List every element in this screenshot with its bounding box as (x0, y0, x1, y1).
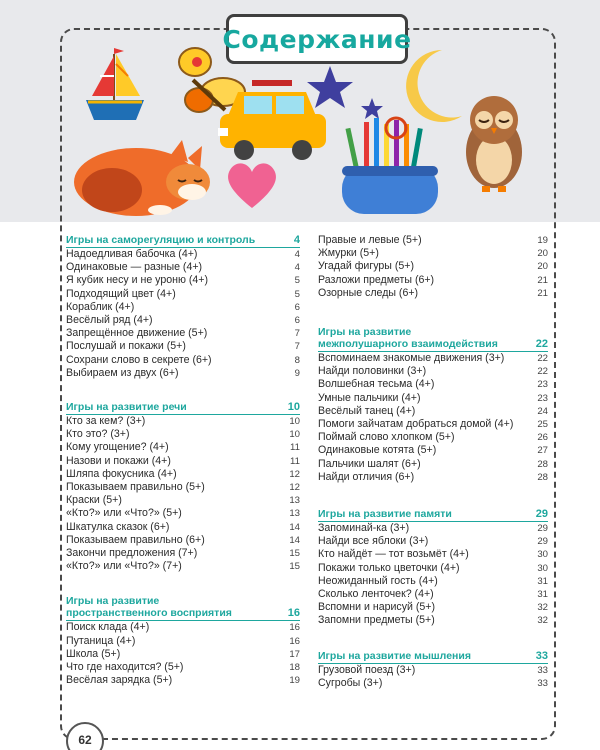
toc-section (66, 401, 300, 573)
toc-entry[interactable]: Подходящий цвет (4+) 5 (66, 287, 300, 300)
toc-entry[interactable]: Кто найдёт — тот возьмёт (4+) 30 (318, 548, 548, 561)
toc-entry[interactable]: Весёлый танец (4+) 24 (318, 404, 548, 417)
section-page-number: 16 (287, 607, 300, 620)
section-title: Игры на развитие речи (66, 401, 187, 414)
page-title: Содержание (222, 24, 412, 54)
toc-entry[interactable]: Поиск клада (4+) 16 (66, 621, 300, 634)
section-title: Игры на развитие мышления (318, 649, 471, 662)
toc-entry[interactable]: Надоедливая бабочка (4+) 4 (66, 248, 300, 260)
toc-entry[interactable]: Кто за кем? (3+) 10 (66, 415, 300, 428)
toc-entry[interactable]: Весёлый ряд (4+) 6 (66, 314, 300, 327)
section-page-number: 10 (287, 401, 300, 414)
toc-entry[interactable]: Угадай фигуры (5+) 20 (318, 260, 548, 273)
toc-entry[interactable]: Что где находится? (5+) 18 (66, 661, 300, 674)
toc-entry[interactable]: Кто это? (3+) 10 (66, 428, 300, 441)
toc-entry[interactable]: Путаница (4+) 16 (66, 634, 300, 647)
page-number: 62 (78, 733, 92, 747)
toc-section (66, 234, 300, 380)
section-heading[interactable] (318, 508, 548, 522)
toc-entry[interactable]: Правые и левые (5+) 19 (318, 234, 548, 246)
toc-entry[interactable]: Сколько ленточек? (4+) 31 (318, 588, 548, 601)
toc-entry[interactable]: Грузовой поезд (3+) 33 (318, 663, 548, 676)
toc-entry[interactable]: Поймай слово хлопком (5+) 26 (318, 431, 548, 444)
section-page-number: 33 (535, 649, 548, 662)
toc-entry[interactable]: Я кубик несу и не уроню (4+) 5 (66, 274, 300, 287)
toc-entry[interactable]: Озорные следы (6+) 21 (318, 286, 548, 299)
toc-entry[interactable]: Кораблик (4+) 6 (66, 300, 300, 313)
toc-entry[interactable]: Показываем правильно (6+) 14 (66, 533, 300, 546)
toc-section (318, 650, 548, 690)
toc-entry[interactable]: Помоги зайчатам добраться домой (4+) 25 (318, 418, 548, 431)
toc-entry[interactable]: Найди все яблоки (3+) 29 (318, 535, 548, 548)
section-page-number: 29 (535, 508, 548, 521)
toc-entry[interactable]: Школа (5+) 17 (66, 647, 300, 660)
toc-section (66, 595, 300, 687)
section-title: Игры на развитие пространственного восприятия (66, 595, 232, 620)
toc-left-column (66, 234, 300, 687)
toc-entry[interactable]: Сугробы (3+) 33 (318, 676, 548, 689)
toc-entry[interactable]: Пальчики шалят (6+) 28 (318, 457, 548, 470)
section-page-number: 22 (535, 338, 548, 351)
toc-entry[interactable]: Жмурки (5+) 20 (318, 247, 548, 260)
section-heading[interactable] (66, 401, 300, 415)
toc-entry[interactable]: Шкатулка сказок (6+) 14 (66, 520, 300, 533)
toc-entry[interactable]: Весёлая зарядка (5+) 19 (66, 674, 300, 687)
toc-entry[interactable]: Запомни предметы (5+) 32 (318, 614, 548, 627)
toc-entry[interactable]: Одинаковые котята (5+) 27 (318, 444, 548, 457)
section-heading[interactable] (318, 326, 548, 352)
section-heading[interactable] (318, 650, 548, 664)
toc-entry[interactable]: Умные пальчики (4+) 23 (318, 391, 548, 404)
toc-entry[interactable]: Вспоминаем знакомые движения (3+) 22 (318, 352, 548, 365)
toc-entry[interactable]: Краски (5+) 13 (66, 494, 300, 507)
section-title: Игры на саморегуляцию и контроль (66, 234, 256, 246)
toc-right-column (318, 234, 548, 690)
toc-section (318, 326, 548, 484)
section-page-number: 4 (293, 234, 300, 246)
toc-entry[interactable]: Одинаковые — разные (4+) 4 (66, 261, 300, 274)
section-title: Игры на развитие межполушарного взаимодействия (318, 326, 498, 351)
toc-entry[interactable]: Покажи только цветочки (4+) 30 (318, 561, 548, 574)
toc-entry[interactable]: Волшебная тесьма (4+) 23 (318, 378, 548, 391)
toc-entry[interactable]: «Кто?» или «Что?» (5+) 13 (66, 507, 300, 520)
toc-entry[interactable]: Выбираем из двух (6+) 9 (66, 366, 300, 379)
section-heading[interactable] (66, 595, 300, 621)
toc-entry[interactable]: Разложи предметы (6+) 21 (318, 273, 548, 286)
toc-entry[interactable]: Вспомни и нарисуй (5+) 32 (318, 601, 548, 614)
toc-entry[interactable]: Показываем правильно (5+) 12 (66, 481, 300, 494)
toc-entry[interactable]: Найди отличия (6+) 28 (318, 470, 548, 483)
toc-entry[interactable]: Послушай и покажи (5+) 7 (66, 340, 300, 353)
section-title: Игры на развитие памяти (318, 508, 452, 521)
toc-section-continued (318, 234, 548, 300)
toc-entry[interactable]: Запоминай-ка (3+) 29 (318, 522, 548, 535)
toc-entry[interactable]: Найди половинки (3+) 22 (318, 365, 548, 378)
section-heading[interactable] (66, 234, 300, 248)
toc-entry[interactable]: Закончи предложения (7+) 15 (66, 547, 300, 560)
toc-section (318, 508, 548, 628)
title-box (222, 14, 412, 64)
toc-entry[interactable]: «Кто?» или «Что?» (7+) 15 (66, 560, 300, 573)
toc-entry[interactable]: Шляпа фокусника (4+) 12 (66, 467, 300, 480)
toc-entry[interactable]: Назови и покажи (4+) 11 (66, 454, 300, 467)
toc-entry[interactable]: Сохрани слово в секрете (6+) 8 (66, 353, 300, 366)
toc-entry[interactable]: Кому угощение? (4+) 11 (66, 441, 300, 454)
toc-entry[interactable]: Запрещённое движение (5+) 7 (66, 327, 300, 340)
toc-entry[interactable]: Неожиданный гость (4+) 31 (318, 574, 548, 587)
